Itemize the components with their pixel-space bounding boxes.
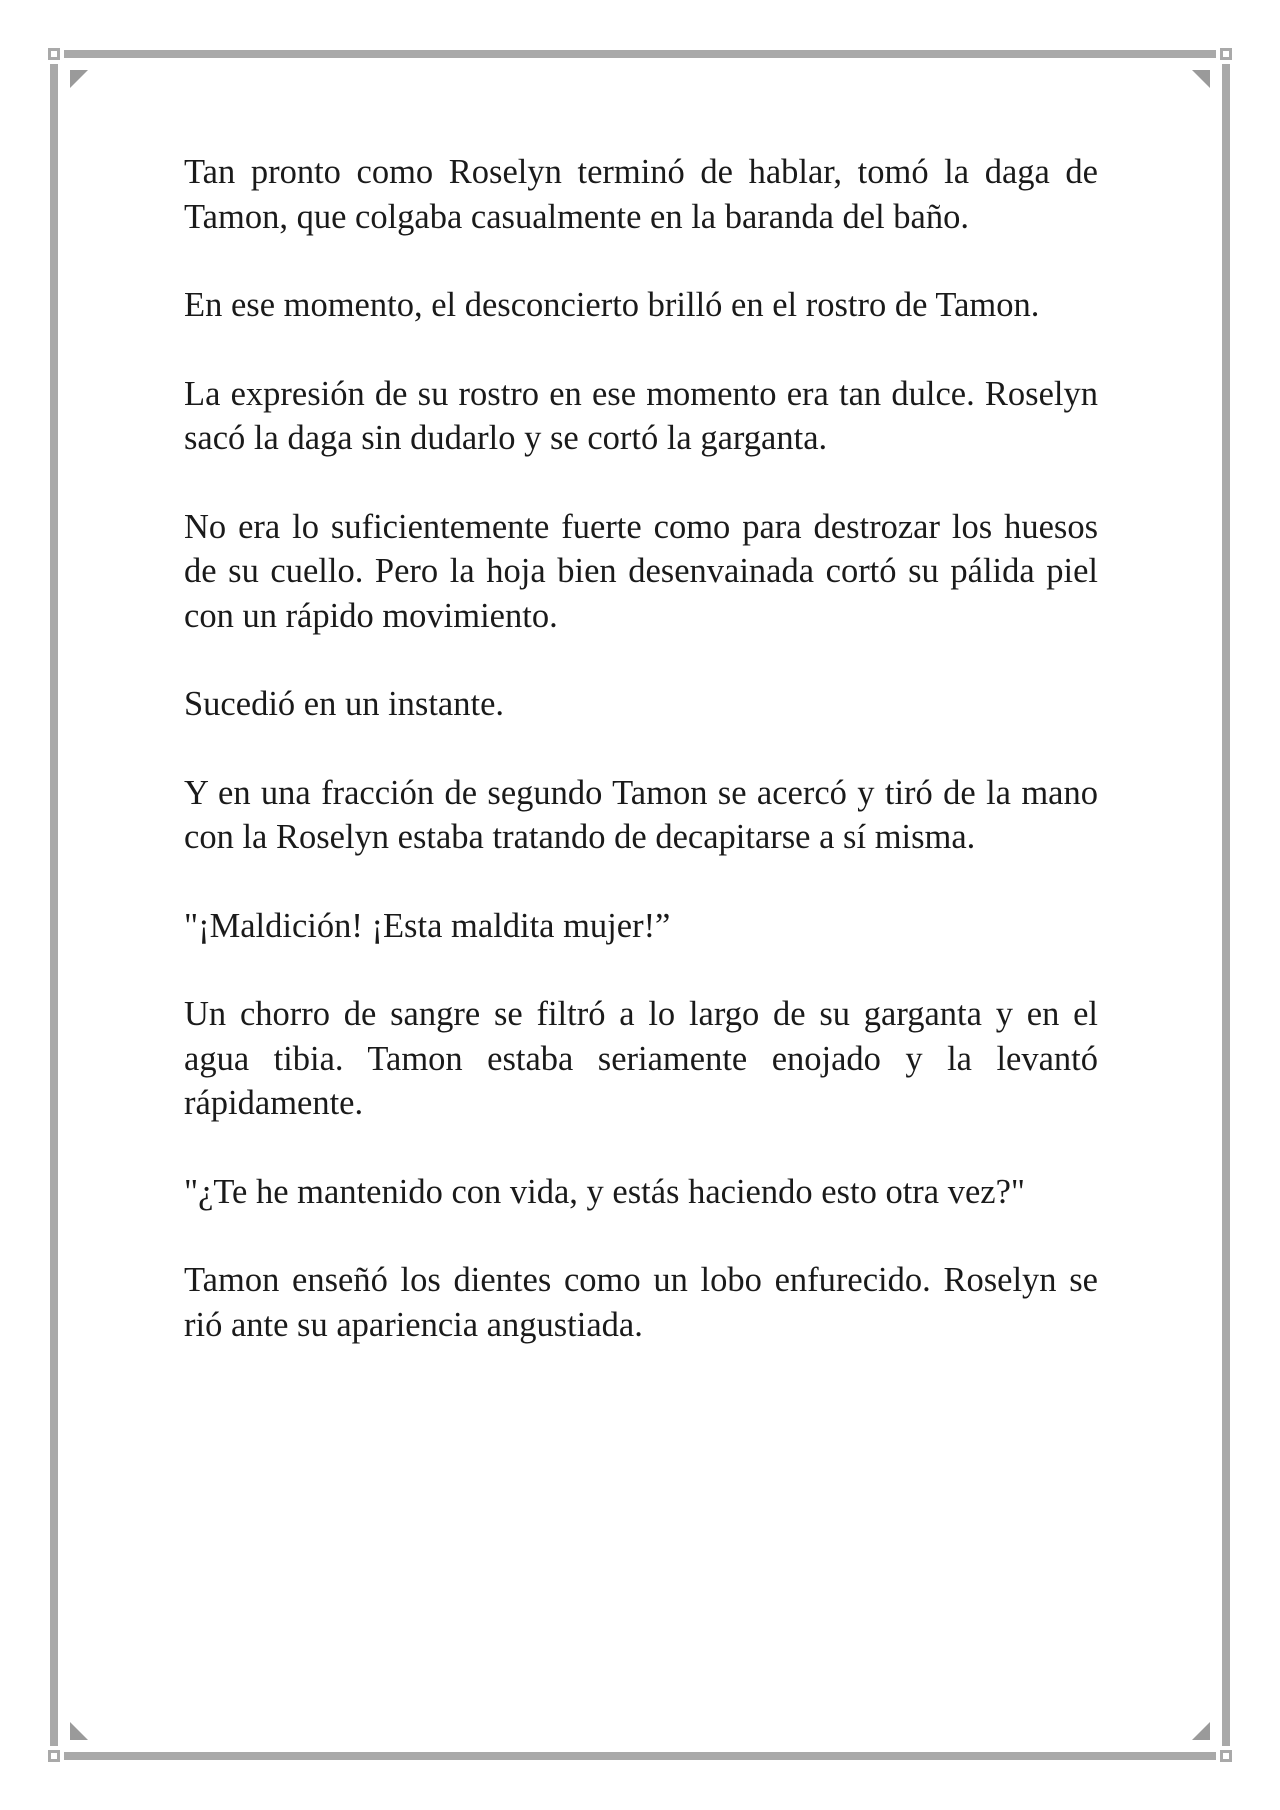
corner-triangle-bottom-left: [70, 1722, 88, 1740]
paragraph: Y en una fracción de segundo Tamon se acercó y tiró de la mano con la Roselyn estaba tratando de decapitarse a sí misma.: [184, 773, 1098, 856]
paragraph: Tan pronto como Roselyn terminó de hablar, tomó la daga de Tamon, que colgaba casualmente en la baranda del baño.: [184, 153, 1098, 236]
frame-top-border: [64, 50, 1216, 58]
corner-triangle-top-left: [70, 70, 88, 88]
corner-ornament-bottom-left: [48, 1750, 60, 1762]
corner-triangle-top-right: [1192, 70, 1210, 88]
frame-right-border: [1222, 64, 1230, 1746]
paragraph: En ese momento, el desconcierto brilló en el rostro de Tamon.: [184, 286, 1040, 324]
paragraph: Tamon enseñó los dientes como un lobo enfurecido. Roselyn se rió ante su apariencia angustiada.: [184, 1261, 1098, 1344]
frame-bottom-border: [64, 1752, 1216, 1760]
paragraph: "¿Te he mantenido con vida, y estás haciendo esto otra vez?": [184, 1172, 1025, 1211]
corner-triangle-bottom-right: [1192, 1722, 1210, 1740]
corner-ornament-top-right: [1220, 48, 1232, 60]
frame-left-border: [50, 64, 58, 1746]
paragraph: La expresión de su rostro en ese momento era tan dulce. Roselyn sacó la daga sin dudarlo y se cortó la garganta.: [184, 374, 1098, 457]
paragraph: "¡Maldición! ¡Esta maldita mujer!”: [184, 906, 671, 945]
story-text: [184, 150, 1098, 1391]
paragraph: No era lo suficientemente fuerte como para destrozar los huesos de su cuello. Pero la hoja bien desenvainada cortó su pálida piel con un rápido movimiento.: [184, 507, 1098, 635]
corner-ornament-top-left: [48, 48, 60, 60]
paragraph: Un chorro de sangre se filtró a lo largo de su garganta y en el agua tibia. Tamon estaba seriamente enojado y la levantó rápidamente.: [184, 995, 1098, 1122]
corner-ornament-bottom-right: [1220, 1750, 1232, 1762]
paragraph: Sucedió en un instante.: [184, 685, 505, 723]
